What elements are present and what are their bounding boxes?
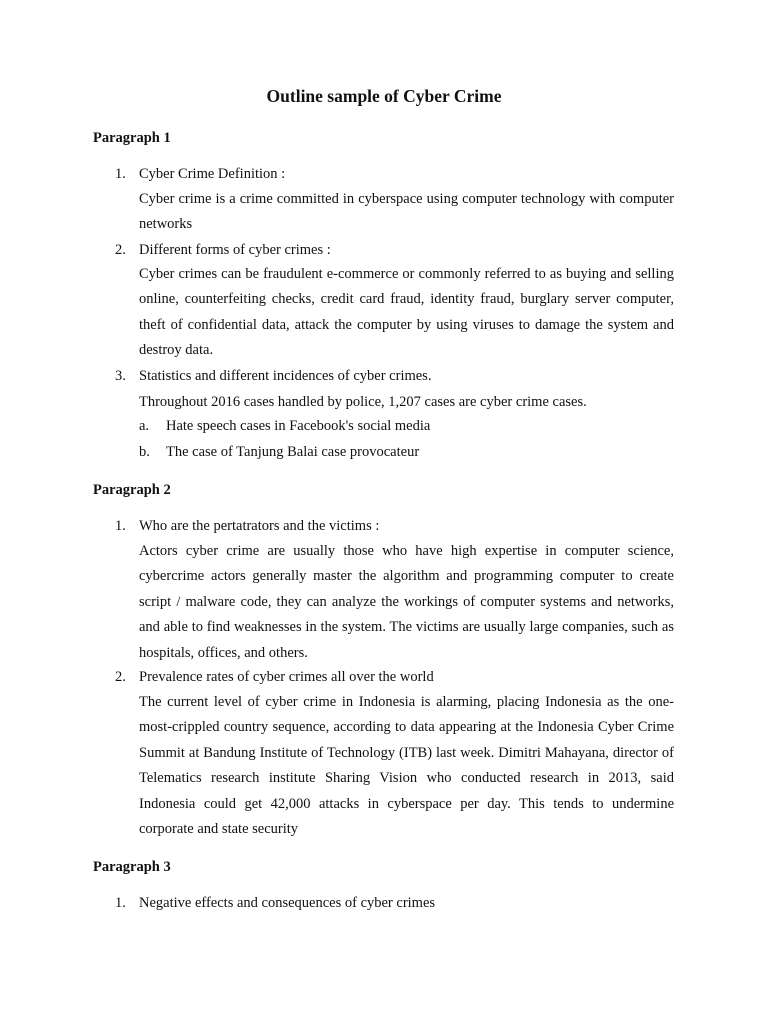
p2-item-1-heading: Who are the pertatrators and the victims : bbox=[139, 518, 380, 534]
p2-item-2-heading: Prevalence rates of cyber crimes all over the world bbox=[139, 669, 434, 685]
p1-item-1-text: Cyber crime is a crime committed in cyberspace using computer technology with computer networks bbox=[139, 191, 674, 233]
p1-item-3-text: Throughout 2016 cases handled by police, 1,207 cases are cyber crime cases. bbox=[139, 394, 587, 410]
p1-item-2-number: 2. bbox=[115, 242, 126, 258]
p2-item-1-text: Actors cyber crime are usually those who have high expertise in computer science, cybercrime actors generally master the algorithm and programming computer to create script / malware code, they can analyze the workings of computer systems and networks, and able to find weaknesses in the system. The victims are usually large companies, such as hospitals, offices, and others. bbox=[139, 543, 674, 661]
p2-item-1-number: 1. bbox=[115, 518, 126, 534]
p1-item-3-number: 3. bbox=[115, 368, 126, 384]
p1-item-1-number: 1. bbox=[115, 166, 126, 182]
paragraph-3-heading: Paragraph 3 bbox=[93, 859, 171, 875]
p1-subitem-a-text: Hate speech cases in Facebook's social media bbox=[166, 418, 431, 434]
p3-item-1-heading: Negative effects and consequences of cyber crimes bbox=[139, 895, 436, 911]
p1-item-3-heading: Statistics and different incidences of cyber crimes. bbox=[139, 368, 432, 384]
p1-item-2-text: Cyber crimes can be fraudulent e-commerce or commonly referred to as buying and selling online, counterfeiting checks, credit card fraud, identity fraud, burglary server computer, theft of confidential data, attack the computer by using viruses to damage the system and destroy data. bbox=[139, 266, 674, 359]
p1-item-1-heading: Cyber Crime Definition : bbox=[139, 166, 286, 182]
paragraph-2-heading: Paragraph 2 bbox=[93, 482, 171, 498]
p3-item-1-number: 1. bbox=[115, 895, 126, 911]
p1-subitem-b-letter: b. bbox=[139, 444, 150, 460]
p1-subitem-b-text: The case of Tanjung Balai case provocateur bbox=[166, 444, 420, 460]
p1-subitem-a-letter: a. bbox=[139, 418, 150, 434]
p2-item-2-text: The current level of cyber crime in Indonesia is alarming, placing Indonesia as the one-most-crippled country sequence, according to data appearing at the Indonesia Cyber Crime Summit at Bandung Institute of Technology (ITB) last week. Dimitri Mahayana, director of Telematics research institute Sharing Vision who conducted research in 2013, said Indonesia could get 42,000 attacks in cyberspace per day. This tends to undermine corporate and state security bbox=[139, 694, 674, 838]
paragraph-1-heading: Paragraph 1 bbox=[93, 130, 171, 146]
document-title: Outline sample of Cyber Crime bbox=[266, 86, 502, 106]
p1-item-2-heading: Different forms of cyber crimes : bbox=[139, 242, 331, 258]
p2-item-2-number: 2. bbox=[115, 669, 126, 685]
